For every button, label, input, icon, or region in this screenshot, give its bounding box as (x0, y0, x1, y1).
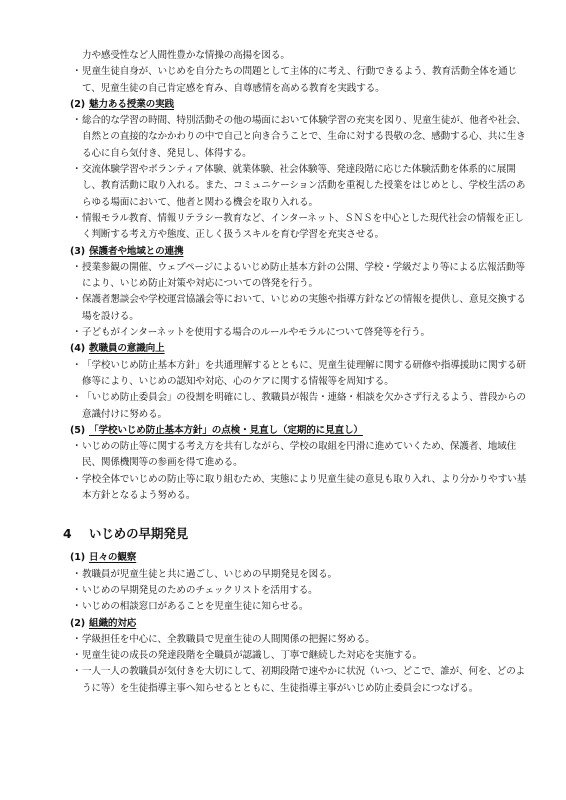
bullet-dot: ・ (72, 115, 82, 127)
bullet-list (63, 358, 533, 423)
bullet-text: 情報モラル教育、情報リテラシー教育など、インターネット、ＳＮＳを中心とした現代社会の情報を正しく判断する考え方や態度、正しく扱うスキルを育む学習を充実させる。 (82, 212, 524, 241)
section-title: 教職員の意識向上 (89, 343, 165, 355)
section-heading (63, 423, 533, 439)
continuation-text: 力や感受性など人間性豊かな情操の高揚を図る。 (82, 50, 290, 61)
bullet-dot: ・ (72, 650, 82, 662)
bullet-text: 児童生徒の成長の発達段階を全職員が認識し、丁寧で継続した対応を実施する。 (82, 650, 422, 662)
bullet-item (63, 472, 533, 505)
intro-block (63, 48, 533, 97)
bullet-item (63, 583, 533, 599)
bullet-dot: ・ (72, 327, 82, 339)
bullet-item (63, 292, 533, 325)
bullet-text: いじめの早期発見のためのチェックリストを活用する。 (82, 584, 318, 596)
bullet-item (63, 64, 533, 97)
bullet-dot: ・ (72, 359, 82, 371)
section-heading (63, 244, 533, 260)
bullet-list (63, 632, 533, 697)
section-2 (63, 97, 533, 244)
section-heading (63, 616, 533, 632)
bullet-text: 総合的な学習の時間、特別活動その他の場面において体験学習の充実を図り、児童生徒が、他者や社会、自然との直接的なかかわりの中で自己と向き合うことで、生命に対する畏敬の念、感動する心、共に生きる心に自ら気付き、発見し、体得する。 (82, 115, 526, 159)
section-title: 魅力ある授業の実践 (89, 98, 174, 110)
bullet-text: 教職員が児童生徒と共に過ごし、いじめの早期発見を図る。 (82, 568, 337, 580)
bullet-text: 「いじめ防止委員会」の役割を明確にし、教職員が報告・連絡・相談を欠かさず行えるよう、普段からの意識付けに努める。 (82, 392, 526, 420)
section-title: 「学校いじめ防止基本方針」の点検・見直し（定期的に見直し） (89, 424, 363, 436)
bullet-text: 学校全体でいじめの防止等に取り組むため、実態により児童生徒の意見も取り入れ、より分かりやすい基本方針となるよう努める。 (82, 473, 527, 502)
section-title: 組織的対応 (89, 617, 137, 629)
bullet-text: 「学校いじめ防止基本方針」を共通理解するとともに、児童生徒理解に関する研修や指導援助に関する研修等により、いじめの認知や対応、心のケアに関する情報等を周知する。 (82, 359, 526, 387)
intro-bullet-list (63, 64, 533, 97)
bullet-text: いじめの防止等に関する考え方を共有しながら、学校の取組を円滑に進めていくため、保護者、地域住民、関係機関等の参画を得て進める。 (82, 441, 517, 469)
section-5 (63, 423, 533, 504)
bullet-dot: ・ (72, 261, 82, 273)
section-heading (63, 550, 533, 566)
bullet-list (63, 260, 533, 341)
chapter-title: いじめの早期発見 (89, 526, 189, 542)
bullet-item (63, 113, 533, 162)
bullet-dot: ・ (72, 294, 82, 306)
bullet-text: 一人一人の教職員が気付きを大切にして、初期段階で速やかに状況（いつ、どこで、誰が、何を、どのように等）を生徒指導主事へ知らせるとともに、生徒指導主事がいじめ防止委員会につなげる。 (82, 666, 526, 694)
bullet-text: 交流体験学習やボランティア体験、就業体験、社会体験等、発達段階に応じた体験活動を体系的に展開し、教育活動に取り入れる。また、コミュニケーション活動を重視した授業をはじめとし、学校生活のあらゆる場面において、他者と関わる機会を取り入れる。 (82, 164, 526, 208)
bullet-text: 保護者懇談会や学校運営協議会等において、いじめの実態や指導方針などの情報を提供し、意見交換する場を設ける。 (82, 294, 526, 322)
section-number: (2) (70, 98, 85, 110)
bullet-item (63, 162, 533, 211)
bullet-item (63, 325, 533, 341)
bullet-dot: ・ (72, 66, 82, 78)
bullet-item (63, 599, 533, 615)
bullet-dot: ・ (72, 212, 82, 224)
bullet-dot: ・ (72, 666, 82, 678)
section-heading (63, 97, 533, 113)
section-number: (1) (70, 552, 85, 564)
bullet-dot: ・ (72, 568, 82, 580)
bullet-text: 児童生徒自身が、いじめを自分たちの問題として主体的に考え、行動できるよう、教育活動全体を通じて、児童生徒の自己肯定感を育み、自尊感情を高める教育を実践する。 (82, 66, 517, 94)
bullet-item (63, 439, 533, 472)
chapter-section-2 (63, 616, 533, 697)
bullet-text: 学級担任を中心に、全教職員で児童生徒の人間関係の把握に努める。 (82, 633, 375, 645)
bullet-item (63, 358, 533, 391)
chapter-section-1 (63, 550, 533, 615)
section-title: 日々の観察 (89, 552, 137, 564)
bullet-item (63, 260, 533, 293)
bullet-text: 子どもがインターネットを使用する場合のルールやモラルについて啓発等を行う。 (82, 327, 430, 339)
page-content (63, 48, 533, 697)
bullet-dot: ・ (72, 601, 82, 613)
bullet-list (63, 113, 533, 243)
section-4 (63, 341, 533, 422)
section-number: (4) (70, 343, 85, 355)
chapter-heading (63, 525, 533, 543)
bullet-dot: ・ (72, 633, 82, 645)
bullet-dot: ・ (72, 392, 82, 404)
bullet-text: いじめの相談窓口があることを児童生徒に知らせる。 (82, 601, 309, 613)
section-heading (63, 341, 533, 357)
section-title: 保護者や地域との連携 (89, 245, 184, 257)
bullet-item (63, 211, 533, 244)
bullet-text: 授業参観の開催、ウェブページによるいじめ防止基本方針の公開、学校・学級だより等による広報活動等により、いじめ防止対策や対応についての啓発を行う。 (82, 261, 525, 290)
bullet-item (63, 390, 533, 423)
bullet-item (63, 664, 533, 697)
bullet-list (63, 439, 533, 504)
chapter-number: 4 (63, 526, 72, 542)
bullet-item (63, 567, 533, 583)
bullet-dot: ・ (72, 473, 82, 485)
bullet-dot: ・ (72, 164, 82, 176)
section-number: (2) (70, 617, 85, 629)
bullet-list (63, 567, 533, 616)
bullet-item (63, 648, 533, 664)
section-3 (63, 244, 533, 342)
section-number: (5) (70, 424, 85, 436)
section-number: (3) (70, 245, 85, 257)
bullet-dot: ・ (72, 584, 82, 596)
bullet-dot: ・ (72, 441, 82, 453)
bullet-item (63, 632, 533, 648)
